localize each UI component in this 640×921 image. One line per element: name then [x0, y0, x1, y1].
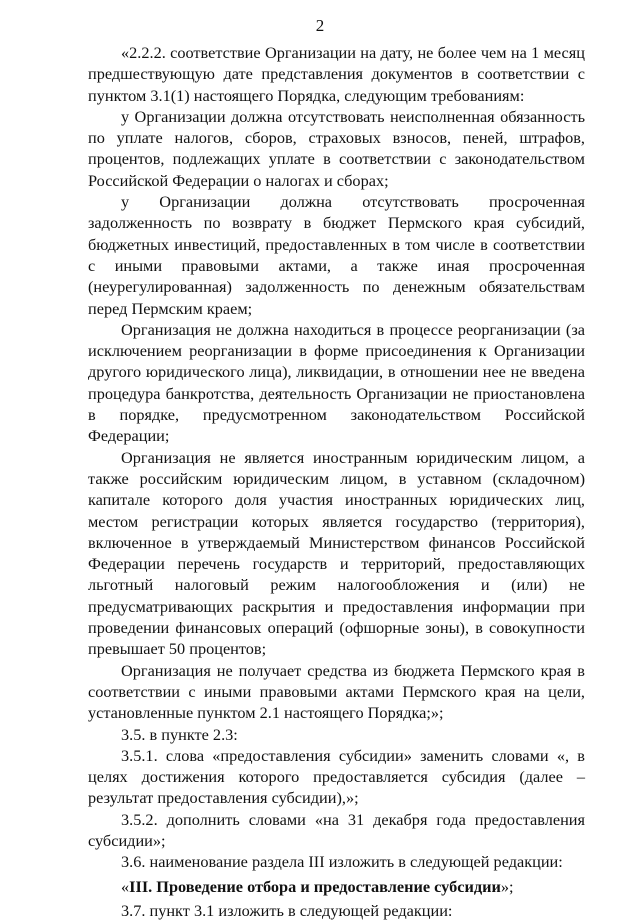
paragraph-3-6: 3.6. наименование раздела III изложить в следующей редакции:	[121, 852, 563, 872]
heading-open-quote: «	[121, 876, 130, 896]
document-body	[88, 42, 585, 921]
heading-text: III. Проведение отбора и предоставление субсидии	[129, 876, 501, 896]
paragraph-2-2-2-intro: «2.2.2. соответствие Организации на дату, не более чем на 1 месяц предшествующую дате представления документов в соответствии с пунктом 3.1(1) настоящего Порядка, следующим требованиям:	[88, 43, 585, 105]
paragraph-tax-obligations: у Организации должна отсутствовать неисполненная обязанность по уплате налогов, сборов, страховых взносов, пеней, штрафов, процентов, подлежащих уплате в соответствии с законодательством Российской Федерации о налогах и сборах;	[88, 106, 585, 190]
paragraph-3-5: 3.5. в пункте 2.3:	[121, 724, 238, 744]
page-number: 2	[315, 16, 325, 35]
paragraph-3-5-2: 3.5.2. дополнить словами «на 31 декабря года предоставления субсидии»;	[88, 809, 585, 850]
paragraph-3-7: 3.7. пункт 3.1 изложить в следующей редакции:	[121, 900, 453, 920]
paragraph-foreign-entity: Организация не является иностранным юридическим лицом, а также российским юридическим лицом, в уставном (складочном) капитале которого доля участия иностранных юридических лиц, местом регистрации которых является государство (территория), включенное в утверждаемый Министерством финансов Российской Федерации перечень государств и территорий, предоставляющих льготный налоговый режим налогообложения и (или) не предусматривающих раскрытия и предоставления информации при проведении финансовых операций (офшорные зоны), в совокупности превышает 50 процентов;	[88, 447, 585, 659]
paragraph-reorganization: Организация не должна находиться в процессе реорганизации (за исключением реорганизации в форме присоединения к Организации другого юридического лица), ликвидации, в отношении нее не введена процедура банкротства, деятельность Организации не приостановлена в порядке, предусмотренном законодательством Российской Федерации;	[88, 319, 585, 446]
paragraph-3-5-1: 3.5.1. слова «предоставления субсидии» заменить словами «, в целях достижения которого предоставляется субсидия (далее – результат предоставления субсидии),»;	[88, 745, 585, 808]
paragraph-overdue-debt: у Организации должна отсутствовать просроченная задолженность по возврату в бюджет Пермского края субсидий, бюджетных инвестиций, предоставленных в том числе в соответствии с иными правовыми актами, а также иная просроченная (неурегулированная) задолженность по денежным обязательствам перед Пермским краем;	[88, 192, 585, 318]
paragraph-no-other-funds: Организация не получает средства из бюджета Пермского края в соответствии с иными правовыми актами Пермского края на цели, установленные пунктом 2.1 настоящего Порядка;»;	[88, 660, 585, 723]
heading-close-quote: »;	[500, 876, 514, 896]
section-heading	[88, 873, 585, 900]
